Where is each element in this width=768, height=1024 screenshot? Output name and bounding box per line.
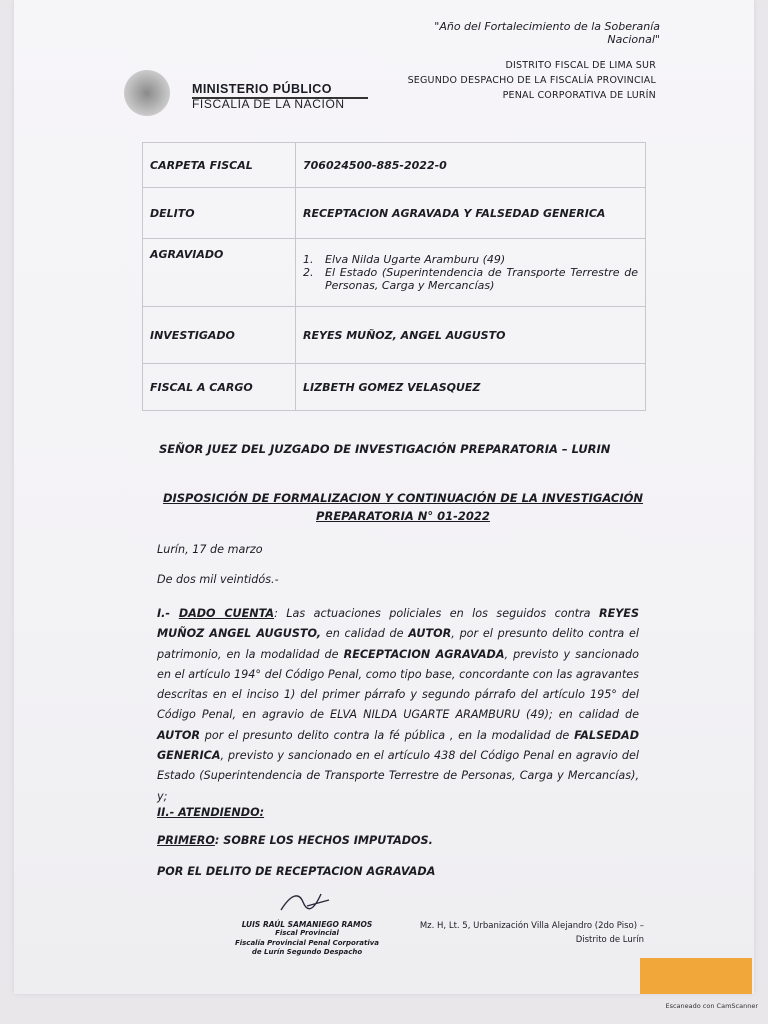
- investigated-label: INVESTIGADO: [143, 307, 296, 364]
- table-row: [143, 239, 646, 307]
- case-file-value: 706024500-885-2022-0: [296, 143, 646, 188]
- office-address: Mz. H, Lt. 5, Urbanización Villa Alejandro (2do Piso) – Distrito de Lurín: [419, 921, 644, 945]
- table-row: [143, 143, 646, 188]
- ministry-subtitle: FISCALÍA DE LA NACIÓN: [192, 97, 345, 111]
- date-line: Lurín, 17 de marzo: [157, 543, 263, 556]
- prosecutor-value: LIZBETH GOMEZ VELASQUEZ: [296, 364, 646, 411]
- list-item: 1. Elva Nilda Ugarte Aramburu (49): [303, 253, 506, 266]
- aggrieved-list: [296, 239, 646, 307]
- paragraph-dado-cuenta: I.- DADO CUENTA: Las actuaciones policiales en los seguidos contra REYES MUÑOZ ANGEL AUGUSTO, en calidad de AUTOR, por el presunto delito contra el patrimonio, en la modalidad de RECEPTACION AGRAVADA, previsto y sancionado en el artículo 194° del Código Penal, como tipo base, concordante con las agravantes descritas en el inciso 1) del primer párrafo y segundo párrafo del artículo 195° del Código Penal, en agravio de ELVA NILDA UGARTE ARAMBURU (49); en calidad de AUTOR por el presunto delito contra la fé pública , en la modalidad de FALSEDAD GENERICA, previsto y sancionado en el artículo 438 del Código Penal en agravio del Estado (Superintendencia de Transporte Terrestre de Personas, Carga y Mercancías), y;: [157, 607, 640, 803]
- office-line: SEGUNDO DESPACHO DE LA FISCALÍA PROVINCIAL: [407, 75, 656, 86]
- scanner-watermark: Escaneado con CamScanner: [665, 1002, 758, 1010]
- case-file-label: CARPETA FISCAL: [143, 143, 296, 188]
- section-delito-heading: POR EL DELITO DE RECEPTACION AGRAVADA: [157, 865, 436, 878]
- section-atendiendo: II.- ATENDIENDO:: [157, 806, 265, 819]
- office-line: DISTRITO FISCAL DE LIMA SUR: [505, 60, 656, 71]
- prosecutor-label: FISCAL A CARGO: [143, 364, 296, 411]
- document-page: [14, 0, 754, 994]
- table-row: [143, 364, 646, 411]
- addressee: SEÑOR JUEZ DEL JUZGADO DE INVESTIGACIÓN PREPARATORIA – LURIN: [159, 442, 611, 456]
- signer-name: LUIS RAÚL SAMANIEGO RAMOS: [241, 919, 373, 929]
- section-primero: PRIMERO: SOBRE LOS HECHOS IMPUTADOS.: [157, 834, 433, 847]
- signer-title: Fiscal Provincial: [275, 929, 339, 937]
- table-row: [143, 188, 646, 239]
- list-item: 2. El Estado (Superintendencia de Transporte Terrestre de Personas, Carga y Mercancías): [303, 266, 638, 292]
- investigated-value: REYES MUÑOZ, ANGEL AUGUSTO: [296, 307, 646, 364]
- signer-office: Fiscalía Provincial Penal Corporativa: [234, 938, 380, 947]
- crime-value: RECEPTACION AGRAVADA Y FALSEDAD GENERICA: [296, 188, 646, 239]
- orange-tab: [640, 958, 752, 994]
- disposition-title: DISPOSICIÓN DE FORMALIZACION Y CONTINUACIÓN DE LA INVESTIGACIÓN PREPARATORIA N° 01-2022: [162, 491, 644, 523]
- year-motto: "Año del Fortalecimiento de la Soberanía Nacional": [434, 20, 660, 46]
- office-line: PENAL CORPORATIVA DE LURÍN: [502, 90, 656, 101]
- office-block: [394, 58, 656, 103]
- ministry-name: MINISTERIO PÚBLICO: [192, 82, 332, 96]
- year-line: De dos mil veintidós.-: [157, 573, 279, 586]
- signature-icon: [277, 888, 337, 916]
- case-summary-table: [142, 142, 646, 411]
- national-seal-icon: [124, 70, 170, 116]
- crime-label: DELITO: [143, 188, 296, 239]
- signer-office: de Lurín Segundo Despacho: [251, 948, 363, 956]
- table-row: [143, 307, 646, 364]
- signature-stamp: [232, 888, 382, 958]
- aggrieved-label: AGRAVIADO: [143, 239, 296, 307]
